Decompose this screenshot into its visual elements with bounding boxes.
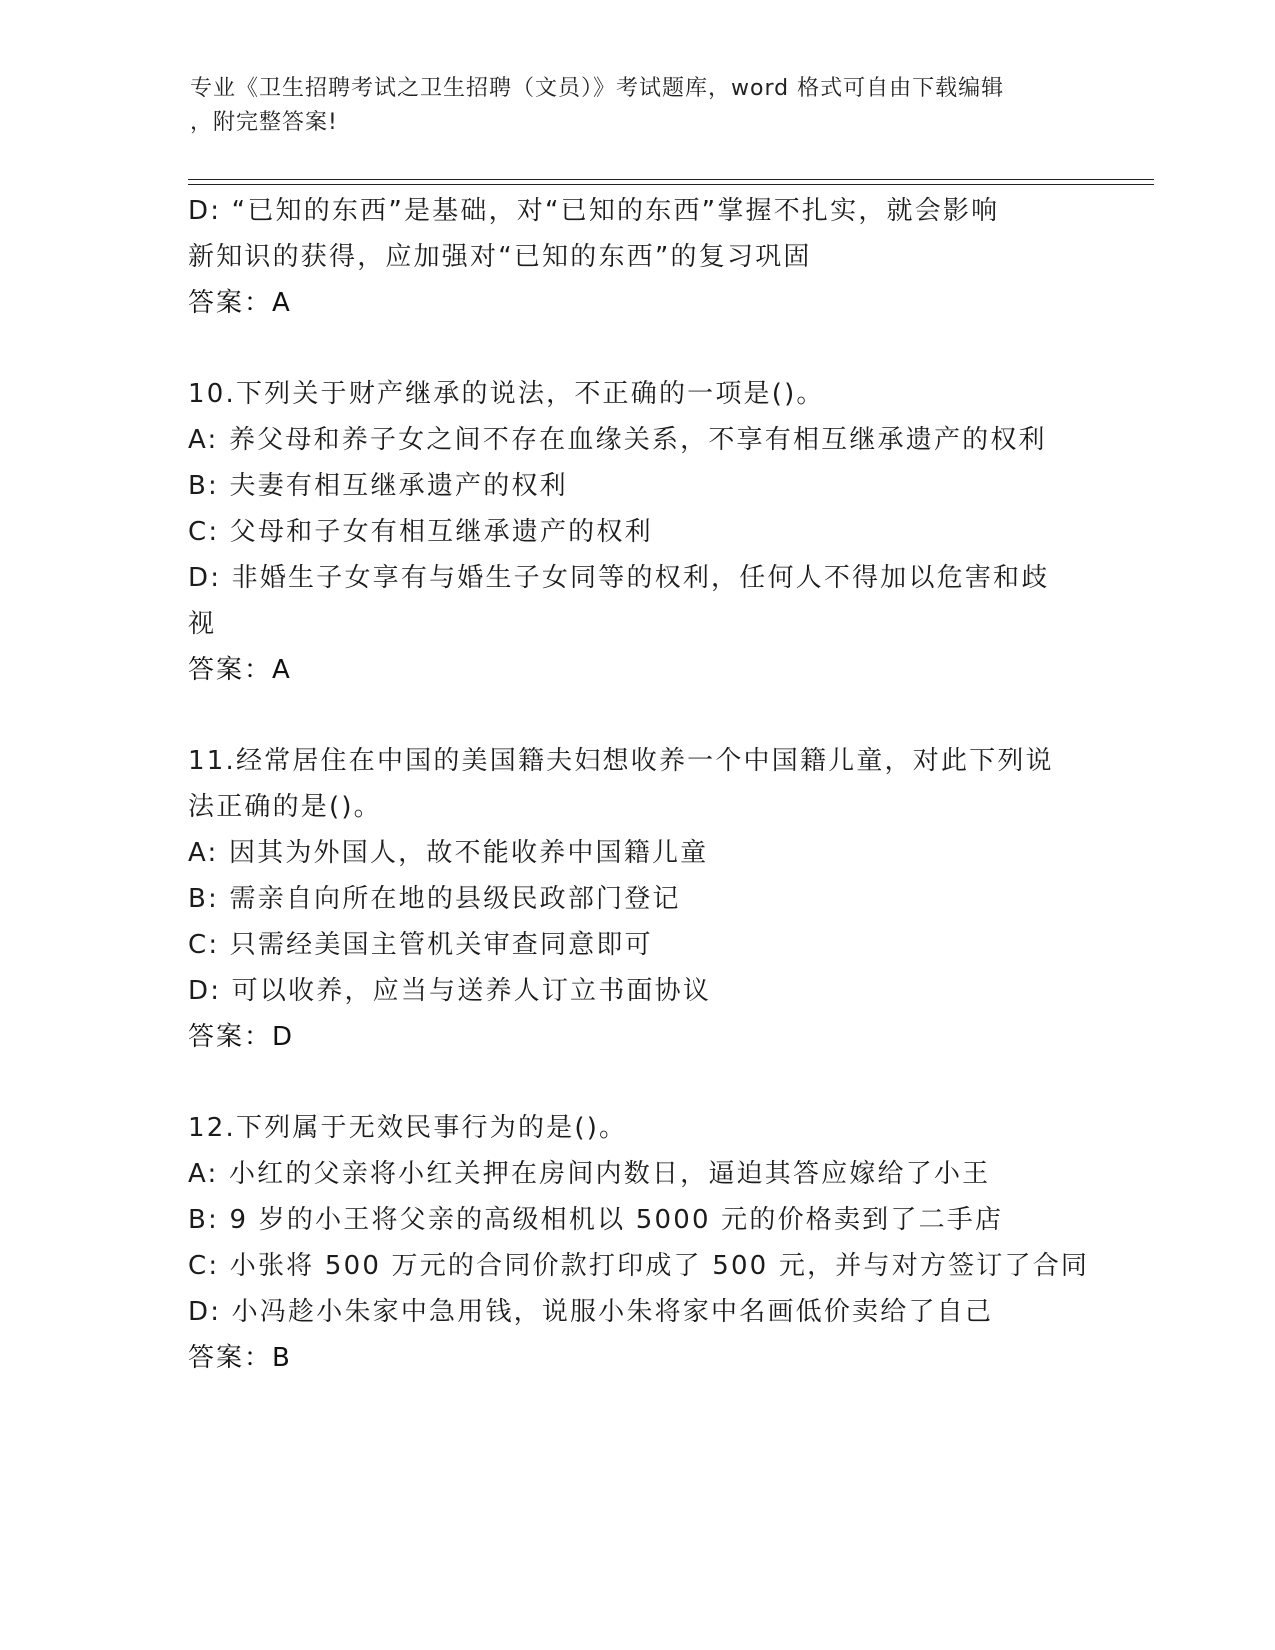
header-divider-bottom bbox=[188, 184, 1154, 185]
question-12 bbox=[188, 1105, 1088, 1381]
question-list bbox=[188, 188, 1088, 1381]
question-text: 10.下列关于财产继承的说法，不正确的一项是()。 bbox=[188, 379, 825, 409]
question-text-line-1: 11.经常居住在中国的美国籍夫妇想收养一个中国籍儿童，对此下列说 bbox=[188, 746, 1054, 776]
question-10 bbox=[188, 371, 1088, 693]
option-c: C: 小张将 500 万元的合同价款打印成了 500 元，并与对方签订了合同 bbox=[188, 1251, 1090, 1281]
question-11 bbox=[188, 738, 1088, 1060]
option-d-line-2: 视 bbox=[188, 609, 217, 639]
option-a: A: 小红的父亲将小红关押在房间内数日，逼迫其答应嫁给了小王 bbox=[188, 1159, 991, 1189]
document-header bbox=[190, 72, 1090, 140]
header-line-2: ，附完整答案! bbox=[190, 110, 338, 135]
answer-label: 答案：B bbox=[188, 1343, 292, 1373]
option-b: B: 9 岁的小王将父亲的高级相机以 5000 元的价格卖到了二手店 bbox=[188, 1205, 1004, 1235]
option-a: A: 因其为外国人，故不能收养中国籍儿童 bbox=[188, 838, 709, 868]
answer-label: 答案：A bbox=[188, 288, 292, 318]
question-text-line-2: 法正确的是()。 bbox=[188, 792, 382, 822]
option-c: C: 只需经美国主管机关审查同意即可 bbox=[188, 930, 653, 960]
question-text: 12.下列属于无效民事行为的是()。 bbox=[188, 1113, 628, 1143]
header-divider-top bbox=[188, 179, 1154, 180]
option-b: B: 需亲自向所在地的县级民政部门登记 bbox=[188, 884, 681, 914]
option-c: C: 父母和子女有相互继承遗产的权利 bbox=[188, 517, 653, 547]
previous-question-tail bbox=[188, 188, 1088, 326]
option-b: B: 夫妻有相互继承遗产的权利 bbox=[188, 471, 568, 501]
option-d-line-2: 新知识的获得，应加强对“已知的东西”的复习巩固 bbox=[188, 242, 812, 272]
option-d-line-1: D: 非婚生子女享有与婚生子女同等的权利，任何人不得加以危害和歧 bbox=[188, 563, 1050, 593]
header-line-1: 专业《卫生招聘考试之卫生招聘（文员）》考试题库，word 格式可自由下载编辑 bbox=[190, 76, 1005, 101]
answer-label: 答案：D bbox=[188, 1022, 295, 1052]
option-a: A: 养父母和养子女之间不存在血缘关系，不享有相互继承遗产的权利 bbox=[188, 425, 1047, 455]
option-d-line-1: D: “已知的东西”是基础，对“已知的东西”掌握不扎实，就会影响 bbox=[188, 196, 1000, 226]
option-d: D: 小冯趁小朱家中急用钱，说服小朱将家中名画低价卖给了自己 bbox=[188, 1297, 994, 1327]
answer-label: 答案：A bbox=[188, 655, 292, 685]
option-d: D: 可以收养，应当与送养人订立书面协议 bbox=[188, 976, 712, 1006]
